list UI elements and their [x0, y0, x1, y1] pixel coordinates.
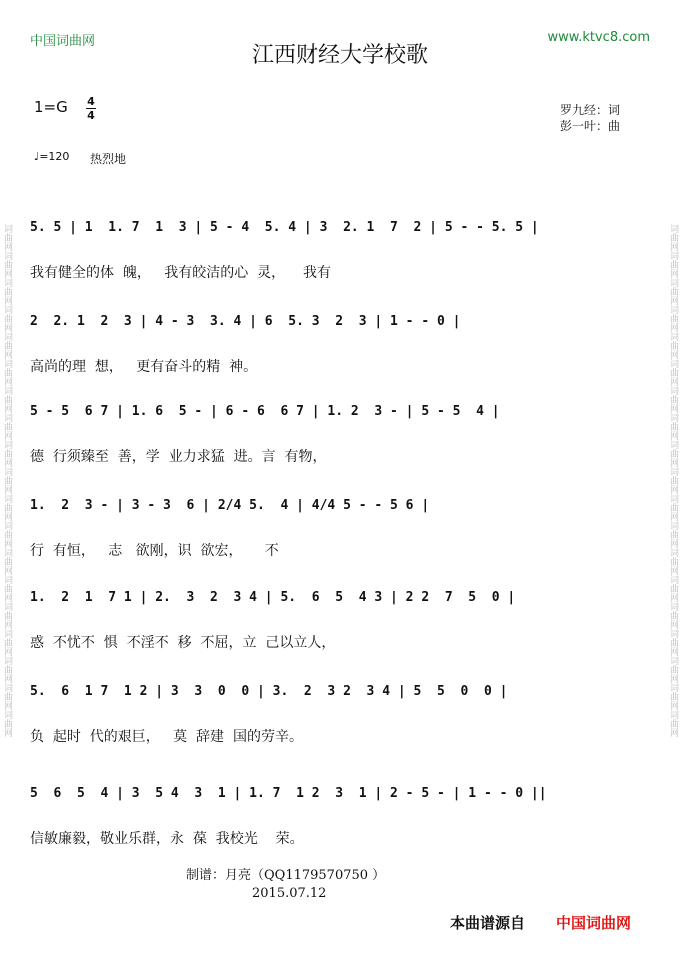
key-signature: 1=G	[34, 98, 68, 116]
lyric-row: 惑 不忧不 惧 不淫不 移 不屈，立 己以立人，	[30, 635, 336, 651]
time-signature	[86, 96, 96, 121]
lyric-row: 信敏廉毅，敬业乐群，永 葆 我校光 荣。	[30, 831, 304, 847]
lyric-row: 高尚的理 想， 更有奋斗的精 神。	[30, 359, 258, 375]
song-title: 江西财经大学校歌	[251, 43, 428, 68]
notation-row: 5 6 5 4 | 3 5 4 3 1 | 1. 7 1 2 3 1 | 2 - 5 - | 1 - - 0 ||	[30, 786, 547, 801]
lyric-row: 负 起时 代的艰巨， 莫 辞建 国的劳辛。	[30, 729, 303, 745]
source-label: 本曲谱源自	[450, 914, 526, 932]
notation-row: 1. 2 1 7 1 | 2. 3 2 3 4 | 5. 6 5 4 3 | 2 2 7 5 0 |	[30, 590, 516, 605]
credits	[560, 102, 620, 134]
time-top: 4	[87, 95, 95, 108]
site-name-left[interactable]: 中国词曲网	[30, 34, 96, 49]
time-bottom: 4	[87, 109, 95, 122]
notation-row: 5. 6 1 7 1 2 | 3 3 0 0 | 3. 2 3 2 3 4 | 5 5 0 0 |	[30, 684, 508, 699]
transcription-date: 2015.07.12	[252, 886, 327, 901]
tempo-marking: ♩=120	[34, 150, 70, 163]
notation-row: 1. 2 3 - | 3 - 3 6 | 2/4 5. 4 | 4/4 5 - - 5 6 |	[30, 498, 430, 513]
site-url-right[interactable]: www.ktvc8.com	[547, 30, 650, 45]
watermark-right: 词曲网词曲网词曲网词曲网词曲网词曲网词曲网词曲网词曲网词曲网词曲网词曲网词曲网词曲网词曲网词曲网词曲网词曲网词曲网	[668, 223, 678, 737]
notation-row: 5. 5 | 1 1. 7 1 3 | 5 - 4 5. 4 | 3 2. 1 7 2 | 5 - - 5. 5 |	[30, 220, 539, 235]
watermark-left: 词曲网词曲网词曲网词曲网词曲网词曲网词曲网词曲网词曲网词曲网词曲网词曲网词曲网词曲网词曲网词曲网词曲网词曲网词曲网	[2, 223, 12, 737]
notation-row: 2 2. 1 2 3 | 4 - 3 3. 4 | 6 5. 3 2 3 | 1 - - 0 |	[30, 314, 461, 329]
expression-marking: 热烈地	[90, 152, 127, 166]
notation-row: 5 - 5 6 7 | 1. 6 5 - | 6 - 6 6 7 | 1. 2 3 - | 5 - 5 4 |	[30, 404, 500, 419]
lyricist: 罗九经：词	[560, 103, 621, 117]
composer: 彭一叶：曲	[560, 119, 621, 133]
lyric-row: 行 有恒， 志 欲刚，识 欲宏， 不	[30, 543, 279, 559]
lyric-row: 我有健全的体 魄， 我有皎洁的心 灵， 我有	[30, 265, 331, 281]
transcriber-credit: 制谱：月亮（QQ1179570750 ）	[186, 868, 386, 883]
source-site-link[interactable]: 中国词曲网	[556, 914, 632, 932]
lyric-row: 德 行须臻至 善，学 业力求猛 进。言 有物，	[30, 449, 327, 465]
